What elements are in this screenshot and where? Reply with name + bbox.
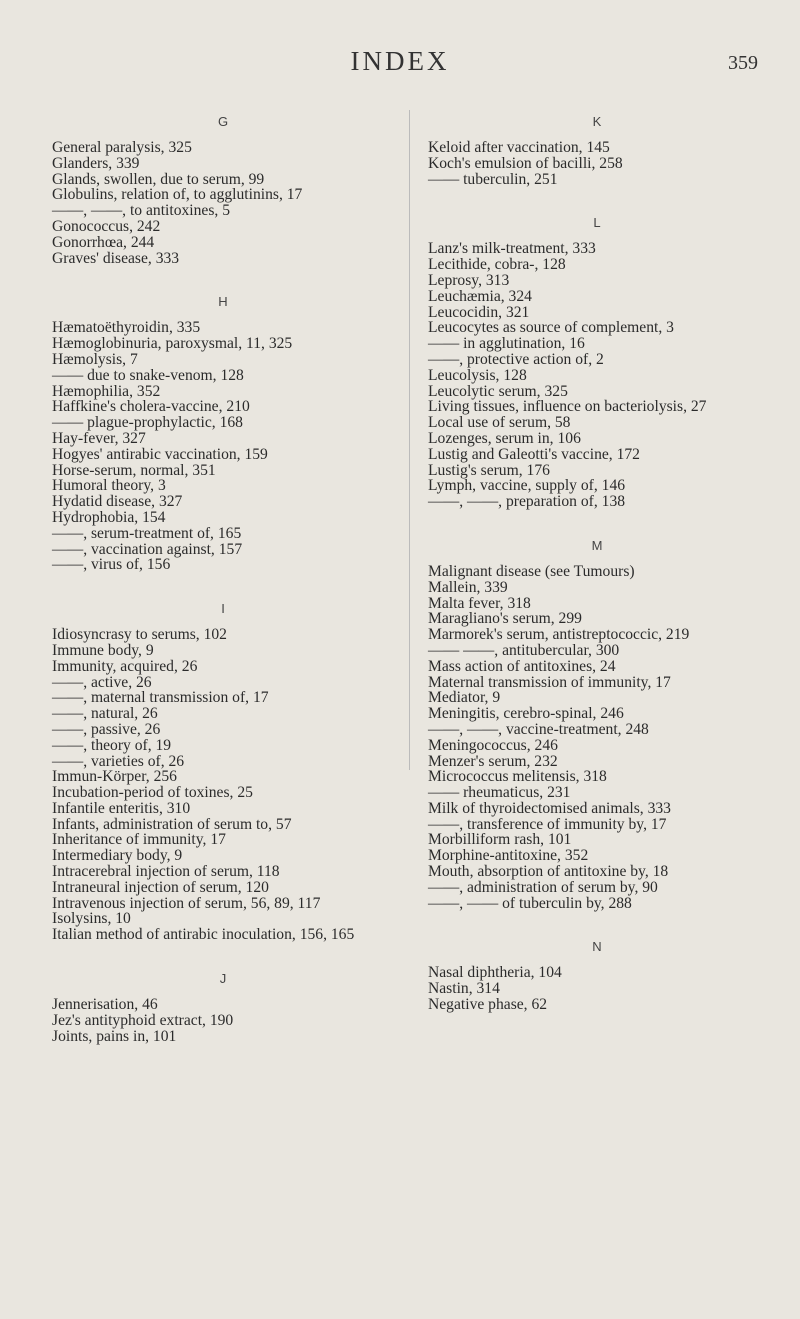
index-column-left	[52, 112, 394, 1070]
index-entry: Leucocytes as source of complement, 3	[428, 319, 674, 337]
section-letter: G	[217, 114, 229, 129]
index-entry: —— due to snake-venom, 128	[52, 366, 244, 384]
index-entry: Infantile enteritis, 310	[52, 799, 191, 817]
index-entry: Lustig and Galeotti's vaccine, 172	[428, 445, 640, 463]
index-entry: Mediator, 9	[428, 689, 501, 707]
index-entry: Koch's emulsion of bacilli, 258	[428, 154, 623, 172]
index-entry: Glanders, 339	[52, 154, 140, 172]
index-entry: ——, theory of, 19	[52, 736, 172, 754]
running-head	[0, 46, 800, 86]
index-entry: Immun-Körper, 256	[52, 768, 177, 786]
index-entry: Hæmoglobinuria, paroxysmal, 11, 325	[52, 335, 293, 353]
index-section-j	[52, 969, 394, 1044]
index-entry: Joints, pains in, 101	[52, 1027, 177, 1045]
index-entry: Meningococcus, 246	[428, 736, 558, 754]
index-entry: Milk of thyroidectomised animals, 333	[428, 799, 671, 817]
index-entry: Hay-fever, 327	[52, 429, 146, 447]
index-section-h	[52, 292, 394, 573]
index-entry: Hogyes' antirabic vaccination, 159	[52, 445, 268, 463]
index-entry: Hæmatoëthyroidin, 335	[52, 319, 201, 337]
index-section-l	[428, 213, 766, 510]
index-entry: Immune body, 9	[52, 641, 154, 659]
index-entry: Immunity, acquired, 26	[52, 657, 198, 675]
index-entry: Globulins, relation of, to agglutinins, 17	[52, 186, 303, 204]
section-letter: I	[221, 601, 225, 617]
section-letter: N	[592, 939, 602, 955]
index-entry: Intraneural injection of serum, 120	[52, 878, 269, 896]
index-entry: —— tuberculin, 251	[428, 170, 558, 188]
index-section-g	[52, 112, 394, 266]
index-entry: Lymph, vaccine, supply of, 146	[428, 477, 626, 495]
index-entry: —— ——, antitubercular, 300	[428, 641, 620, 659]
page-number: 359	[728, 52, 758, 74]
index-entry-list	[52, 997, 394, 1044]
index-entry: ——, —— of tuberculin by, 288	[428, 894, 632, 912]
index-entry: Jez's antityphoid extract, 190	[52, 1011, 234, 1029]
index-entry-list	[52, 140, 394, 266]
index-entry: Maragliano's serum, 299	[428, 610, 582, 628]
index-entry: ——, serum-treatment of, 165	[52, 524, 242, 542]
index-entry: Meningitis, cerebro-spinal, 246	[428, 705, 624, 723]
index-entry: Glands, swollen, due to serum, 99	[52, 170, 265, 188]
index-entry-list	[428, 965, 766, 1012]
index-entry: —— rheumaticus, 231	[428, 784, 571, 802]
index-entry: Lustig's serum, 176	[428, 461, 550, 479]
index-entry: ——, maternal transmission of, 17	[52, 689, 269, 707]
index-entry: Hæmophilia, 352	[52, 382, 161, 400]
index-entry: ——, protective action of, 2	[428, 350, 604, 368]
section-letter: J	[219, 971, 227, 987]
index-entry: ——, natural, 26	[52, 705, 158, 723]
index-entry: Inheritance of immunity, 17	[52, 831, 226, 849]
index-entry: Intravenous injection of serum, 56, 89, 117	[52, 894, 321, 912]
index-entry: Lanz's milk-treatment, 333	[428, 240, 596, 258]
index-entry-list	[428, 140, 766, 187]
index-entry: Idiosyncrasy to serums, 102	[52, 626, 227, 644]
section-letter: K	[592, 114, 602, 129]
index-entry-list	[52, 320, 394, 573]
index-entry: ——, ——, preparation of, 138	[428, 493, 626, 511]
index-entry: Living tissues, influence on bacteriolysis, 27	[428, 398, 707, 416]
index-section-i	[52, 599, 394, 943]
index-section-n	[428, 937, 766, 1012]
index-entry: Italian method of antirabic inoculation, 156, 165	[52, 926, 355, 944]
index-entry: —— plague-prophylactic, 168	[52, 414, 243, 432]
index-entry: ——, ——, vaccine-treatment, 248	[428, 720, 649, 738]
index-entry: Malignant disease (see Tumours)	[428, 562, 635, 580]
index-entry: ——, active, 26	[52, 673, 152, 691]
index-entry: Horse-serum, normal, 351	[52, 461, 216, 479]
index-entry: Nastin, 314	[428, 980, 500, 998]
index-entry: Jennerisation, 46	[52, 996, 158, 1014]
column-divider	[409, 110, 410, 770]
index-entry: Keloid after vaccination, 145	[428, 139, 610, 156]
index-entry: Hydatid disease, 327	[52, 493, 183, 511]
section-letter: L	[593, 215, 601, 231]
index-entry: ——, virus of, 156	[52, 556, 171, 574]
index-entry: Menzer's serum, 232	[428, 752, 558, 770]
page-title: INDEX	[350, 46, 450, 76]
index-entry: Leprosy, 313	[428, 271, 510, 289]
index-entry: Humoral theory, 3	[52, 477, 166, 495]
index-entry: Mass action of antitoxines, 24	[428, 657, 616, 675]
index-entry: Morphine-antitoxine, 352	[428, 847, 589, 865]
index-section-m	[428, 536, 766, 912]
index-entry: Lozenges, serum in, 106	[428, 429, 581, 447]
index-entry: Hydrophobia, 154	[52, 508, 166, 526]
index-entry: Intracerebral injection of serum, 118	[52, 863, 280, 881]
index-entry: ——, ——, to antitoxines, 5	[52, 202, 231, 220]
index-entry: Lecithide, cobra-, 128	[428, 256, 566, 274]
index-entry: Incubation-period of toxines, 25	[52, 784, 253, 802]
index-entry: General paralysis, 325	[52, 139, 192, 156]
index-entry: Negative phase, 62	[428, 996, 548, 1014]
index-entry: ——, transference of immunity by, 17	[428, 815, 667, 833]
index-entry: Gonorrhœa, 244	[52, 233, 155, 251]
index-entry: Leucocidin, 321	[428, 303, 530, 321]
index-column-right	[428, 112, 766, 1039]
index-section-k	[428, 112, 766, 187]
index-entry: ——, vaccination against, 157	[52, 540, 243, 558]
index-entry: Leucolytic serum, 325	[428, 382, 568, 400]
index-entry: Local use of serum, 58	[428, 414, 571, 432]
index-entry: Graves' disease, 333	[52, 249, 180, 267]
index-entry: Malta fever, 318	[428, 594, 531, 612]
index-entry-list	[428, 241, 766, 510]
index-entry: Maternal transmission of immunity, 17	[428, 673, 671, 691]
index-entry-list	[428, 564, 766, 912]
index-entry: —— in agglutination, 16	[428, 335, 585, 353]
section-letter: M	[591, 537, 603, 553]
index-entry-list	[52, 627, 394, 943]
index-entry: Leucolysis, 128	[428, 366, 527, 384]
index-entry: Morbilliform rash, 101	[428, 831, 572, 849]
index-entry: Micrococcus melitensis, 318	[428, 768, 607, 786]
index-entry: Mouth, absorption of antitoxine by, 18	[428, 863, 669, 881]
index-entry: ——, administration of serum by, 90	[428, 878, 658, 896]
index-entry: Haffkine's cholera-vaccine, 210	[52, 398, 250, 416]
index-entry: ——, varieties of, 26	[52, 752, 185, 770]
index-entry: Intermediary body, 9	[52, 847, 183, 865]
index-entry: Infants, administration of serum to, 57	[52, 815, 292, 833]
index-entry: Gonococcus, 242	[52, 217, 161, 235]
index-entry: Leuchæmia, 324	[428, 287, 532, 305]
index-entry: Marmorek's serum, antistreptococcic, 219	[428, 626, 690, 644]
index-entry: Nasal diphtheria, 104	[428, 964, 562, 982]
index-entry: Mallein, 339	[428, 578, 508, 596]
index-entry: Isolysins, 10	[52, 910, 131, 928]
index-entry: ——, passive, 26	[52, 720, 161, 738]
section-letter: H	[218, 294, 228, 310]
index-entry: Hæmolysis, 7	[52, 350, 138, 368]
